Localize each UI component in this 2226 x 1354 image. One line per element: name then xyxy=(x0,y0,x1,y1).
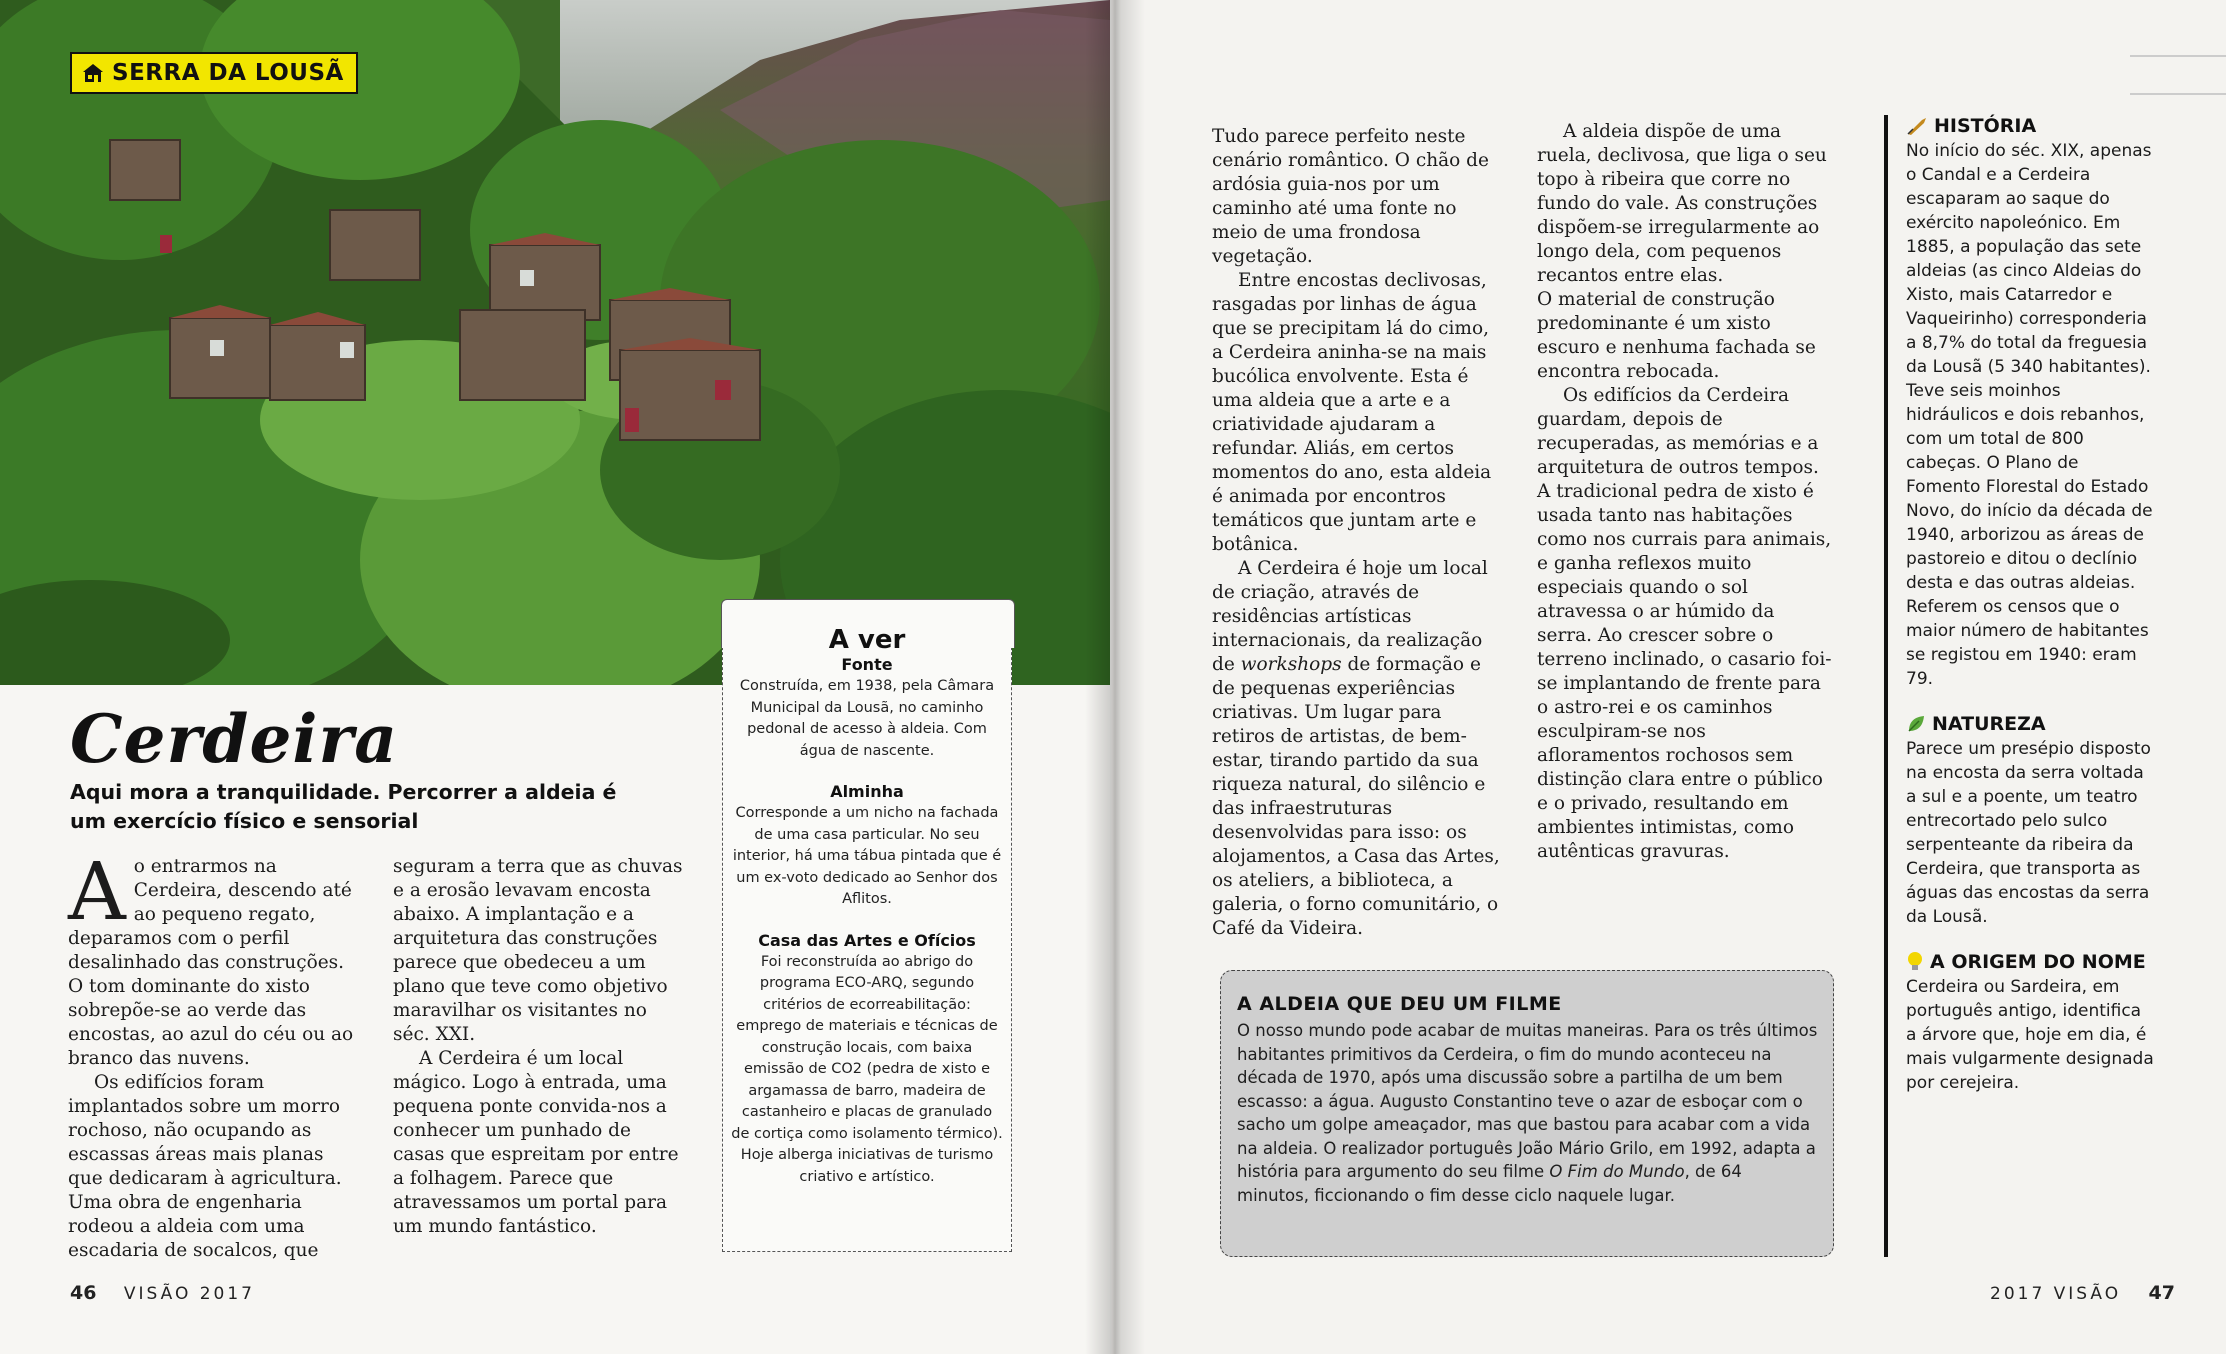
article-subtitle: Aqui mora a tranquilidade. Percorrer a aldeia é um exercício físico e sensorial xyxy=(70,780,617,833)
lightbulb-icon xyxy=(1906,951,1924,973)
body-column-2 xyxy=(393,855,685,1239)
a-ver-item-title: Casa das Artes e Ofícios xyxy=(758,930,976,950)
body-column-1 xyxy=(68,845,354,1263)
body-paragraph: o entrarmos na Cerdeira, descendo até ao pequeno regato, deparamos com o perfil desalinhado das construções. O tom dominante do xisto sobrepõe-se ao verde das encostas, ao azul do céu ou ao branco das nuvens. xyxy=(68,856,354,1069)
body-paragraph: Os edifícios foram implantados sobre um morro rochoso, não ocupando as escassas áreas mais planas que dedicaram à agricultura. Uma obra de engenharia rodeou a aldeia com uma escadaria de socalcos, que xyxy=(68,1072,342,1261)
a-ver-item-text: Corresponde a um nicho na fachada de uma casa particular. No seu interior, há uma tábua pintada que é um ex-voto dedicado ao Senhor dos Aflitos. xyxy=(732,805,1002,907)
article-title: Cerdeira xyxy=(70,700,399,778)
page-number: 46 xyxy=(70,1282,97,1304)
sidebar-text-historia: No início do séc. XIX, apenas o Candal e a Cerdeira escaparam ao saque do exército napoleónico. Em 1885, a população das sete aldeias (as cinco Aldeias do Xisto, mais Catarredor e Vaqueirinho) corresponderia a 8,7% do total da freguesia da Lousã (5 340 habitantes). Teve seis moinhos hidráulicos e dois rebanhos, com um total de 800 cabeças. O Plano de Fomento Florestal do Estado Novo, do início da década de 1940, arborizou as áreas de pastoreio e ditou o declínio desta e das outras aldeias. Referem os censos que o maior número de habitantes se registou em 1940: eram 79. xyxy=(1906,141,2153,689)
a-ver-item-text: Foi reconstruída ao abrigo do programa ECO-ARQ, segundo critérios de ecorreabilitação: emprego de materiais e técnicas de construção locais, com baixa emissão de CO2 (pedra de xisto e argamassa de barro, madeira de castanheiro e placas de granulado de cortiça como isolamento térmico). Hoje alberga iniciativas de turismo criativo e artístico. xyxy=(731,953,1003,1185)
a-ver-item-title: Fonte xyxy=(841,655,893,674)
cerdeira-village-image xyxy=(0,0,1110,685)
film-title: O Fim do Mundo xyxy=(1549,1162,1685,1181)
body-column-4 xyxy=(1537,120,1832,864)
right-page-footer xyxy=(1990,1282,2175,1304)
sidebar-heading-origem: A ORIGEM DO NOME xyxy=(1906,951,2156,973)
quill-icon xyxy=(1906,116,1928,136)
drop-cap: A xyxy=(68,845,126,938)
sidebar-text-natureza: Parece um presépio disposto na encosta da serra voltada a sul e a poente, um teatro entrecortado pelo sulco serpenteante da ribeira da Cerdeira, que transporta as águas das encostas da serra da Lousã. xyxy=(1906,739,2151,927)
page-number: 47 xyxy=(2148,1282,2175,1304)
a-ver-item-text: Construída, em 1938, pela Câmara Municipal da Lousã, no caminho pedonal de acesso à aldeia. Com água de nascente. xyxy=(739,678,995,759)
bleed-through-next-page xyxy=(2130,55,2226,955)
body-paragraph: A Cerdeira é um local mágico. Logo à entrada, uma pequena ponte convida-nos a conhecer um punhado de casas que espreitam por entre a folhagem. Parece que atravessamos um portal para um mundo fantástico. xyxy=(393,1048,679,1237)
body-paragraph: Os edifícios da Cerdeira guardam, depois de recuperadas, as memórias e a arquitetura de outros tempos. A tradicional pedra de xisto é usada tanto nas habitações como nos currais para animais, e ganha reflexos muito especiais quando o sol atravessa o ar húmido da serra. Ao crescer sobre o terreno inclinado, o casario foi-se implantando de frente para o astro-rei e os caminhos esculpiram-se nos afloramentos rochosos sem distinção clara entre o público e o privado, resultando em ambientes intimistas, como autênticas gravuras. xyxy=(1537,385,1832,862)
film-box-text: O nosso mundo pode acabar de muitas maneiras. Para os três últimos habitantes primitivos da Cerdeira, o fim do mundo aconteceu na década de 1970, após uma discussão sobre a partilha de um bem escasso: a água. Augusto Constantino teve o azar de esboçar com o sacho um golpe ameaçador, mas que bastou para acabar com a vida na aldeia. O realizador português João Mário Grilo, em 1992, adapta a história para argumento do seu filme O Fim do Mundo, de 64 minutos, ficcionando o fim desse ciclo naquele lugar. xyxy=(1237,1021,1818,1205)
a-ver-box xyxy=(722,622,1012,1252)
village-photo xyxy=(0,0,1110,685)
sidebar-text-origem: Cerdeira ou Sardeira, em português antigo, identifica a árvore que, hoje em dia, é mais vulgarmente designada por cerejeira. xyxy=(1906,977,2154,1093)
body-paragraph: Entre encostas declivosas, rasgadas por linhas de água que se precipitam lá do cimo, a Cerdeira aninha-se na mais bucólica envolvente. Esta é uma aldeia que a arte e a criatividade ajudaram a refundar. Aliás, em certos momentos do ano, esta aldeia é animada por encontros temáticos que juntam arte e botânica. xyxy=(1212,270,1492,555)
film-box-title: A ALDEIA QUE DEU UM FILME xyxy=(1237,993,1562,1015)
body-column-3 xyxy=(1212,125,1504,941)
body-paragraph: O material de construção predominante é um xisto escuro e nenhuma fachada se encontra rebocada. xyxy=(1537,289,1816,382)
section-badge xyxy=(70,52,358,94)
village-icon xyxy=(82,62,104,84)
body-paragraph: A Cerdeira é hoje um local de criação, através de residências artísticas internacionais, da realização de workshops de formação e de pequenas experiências criativas. Um lugar para retiros de artistas, de bem-estar, tirando partido da sua riqueza natural, do silêncio e das infraestruturas desenvolvidas para isso: os alojamentos, a Casa das Artes, os ateliers, a biblioteca, a galeria, o forno comunitário, o Café da Videira. xyxy=(1212,558,1500,939)
left-page-footer xyxy=(70,1282,255,1304)
film-box xyxy=(1220,970,1834,1257)
leaf-icon xyxy=(1906,714,1926,734)
left-page xyxy=(0,0,1110,1354)
a-ver-item-title: Alminha xyxy=(830,782,904,801)
sidebar-heading-natureza: NATUREZA xyxy=(1906,713,2156,735)
right-page xyxy=(1110,0,2226,1354)
body-paragraph: seguram a terra que as chuvas e a erosão levavam encosta abaixo. A implantação e a arquitetura das construções parece que obedeceu a um plano que teve como objetivo maravilhar os visitantes no séc. XXI. xyxy=(393,856,683,1045)
magazine-name: VISÃO 2017 xyxy=(123,1284,255,1304)
body-paragraph: A aldeia dispõe de uma ruela, declivosa, que liga o seu topo à ribeira que corre no fundo do vale. As construções dispõem-se irregularmente ao longo dela, com pequenos recantos entre elas. xyxy=(1537,121,1827,286)
a-ver-heading: A ver xyxy=(828,625,906,655)
emphasis-workshops: workshops xyxy=(1240,654,1342,675)
body-paragraph: Tudo parece perfeito neste cenário romântico. O chão de ardósia guia-nos por um caminho até uma fonte no meio de uma frondosa vegetação. xyxy=(1212,126,1489,267)
magazine-name: 2017 VISÃO xyxy=(1990,1284,2122,1304)
info-sidebar xyxy=(1884,115,2156,1257)
badge-label: SERRA DA LOUSÃ xyxy=(112,60,344,86)
sidebar-heading-historia: HISTÓRIA xyxy=(1906,115,2156,137)
